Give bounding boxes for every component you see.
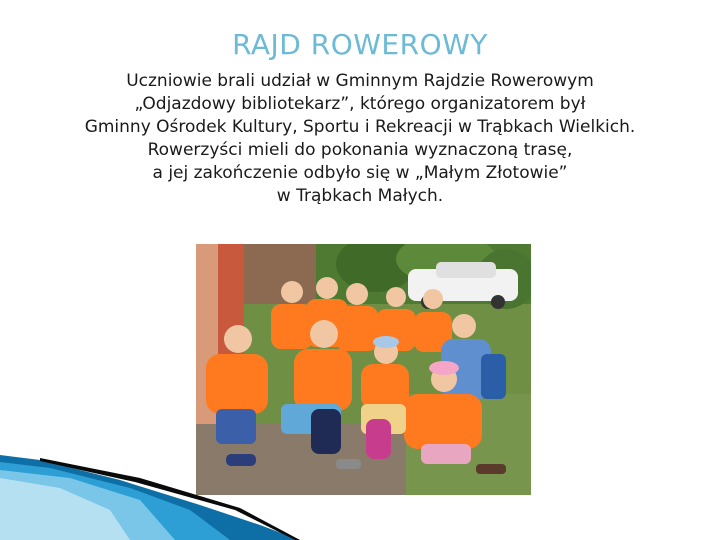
body-line-3: Gminny Ośrodek Kultury, Sportu i Rekreacji w Trąbkach Wielkich. [84,117,636,137]
body-line-2: „Odjazdowy bibliotekarz”, którego organizatorem był [134,94,586,114]
group-photo [196,244,531,495]
body-line-4: Rowerzyści mieli do pokonania wyznaczoną trasę, [147,140,573,160]
slide-body [20,70,700,208]
body-line-1: Uczniowie brali udział w Gminnym Rajdzie Rowerowym [126,71,594,91]
body-line-6: w Trąbkach Małych. [276,186,444,206]
slide-title: RAJD ROWEROWY [232,28,488,61]
body-line-5: a jej zakończenie odbyło się w „Małym Złotowie” [152,163,568,183]
